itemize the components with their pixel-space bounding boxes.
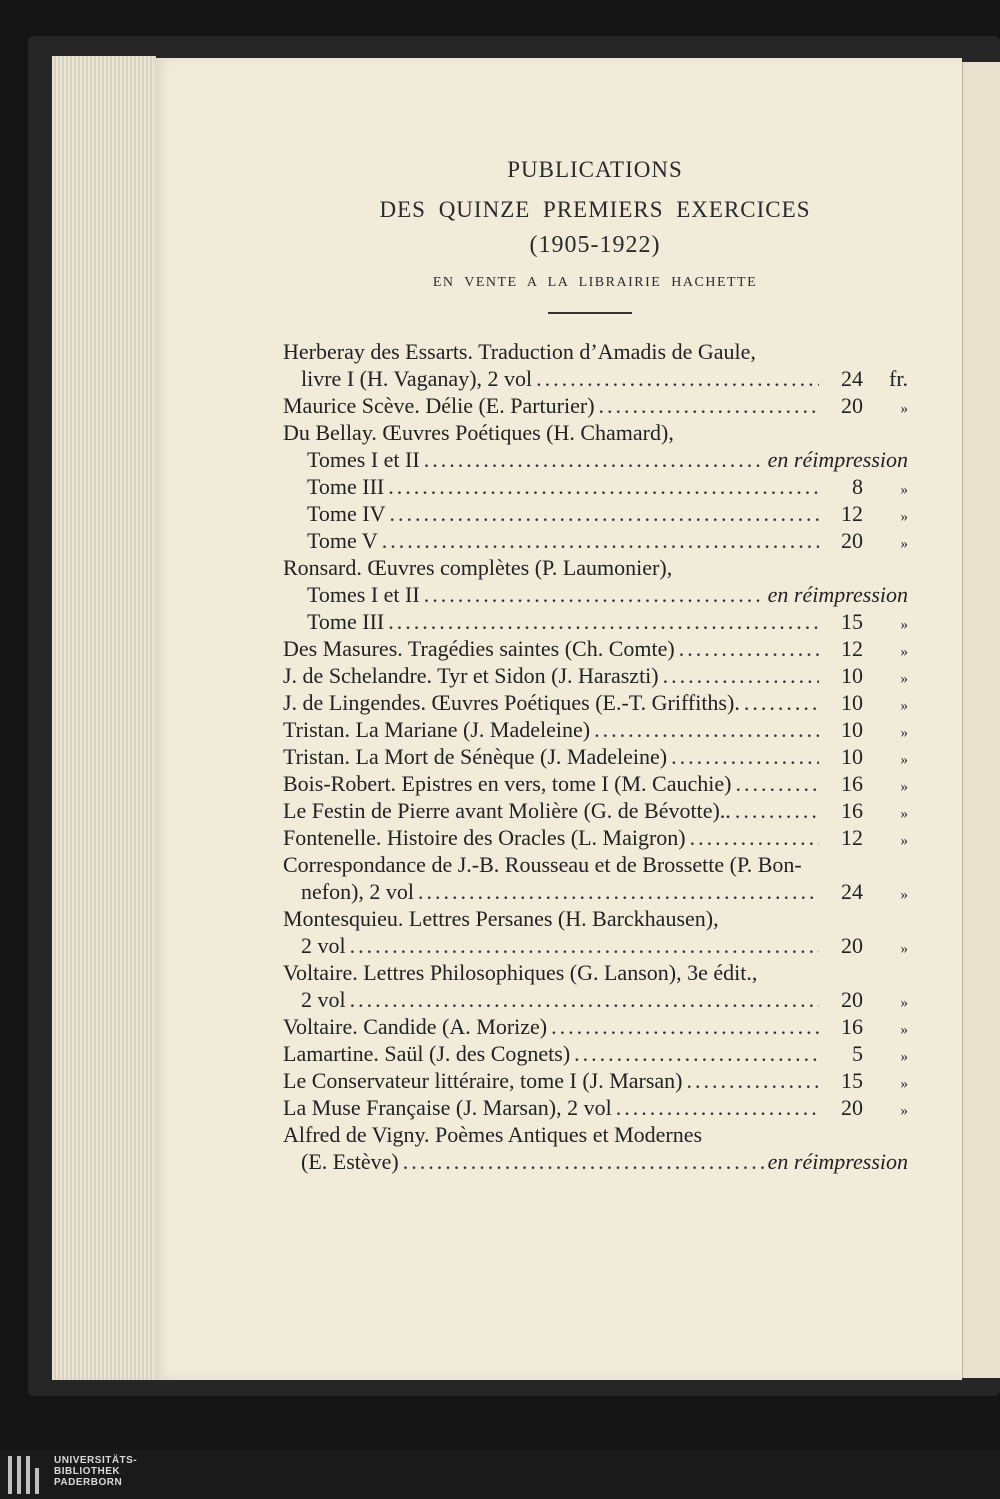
list-item: Voltaire. Candide (A. Morize) ..... 16 »: [283, 1013, 908, 1040]
list-item: Ronsard. Œuvres complètes (P. Laumonier),: [283, 555, 673, 580]
list-item: Tomes I et II ..... en réimpression: [283, 581, 908, 608]
list-item: Des Masures. Tragédies saintes (Ch. Comte) ..... 12 »: [283, 635, 908, 662]
library-logo-icon: [8, 1456, 48, 1494]
library-footer: [0, 1450, 1000, 1499]
list-item: Tristan. La Mort de Sénèque (J. Madeleine) ..... 10 »: [283, 743, 908, 770]
list-item: J. de Lingendes. Œuvres Poétiques (E.-T. Griffiths). ..... 10 »: [283, 689, 908, 716]
list-item: Le Conservateur littéraire, tome I (J. Marsan) ..... 15 »: [283, 1067, 908, 1094]
list-item: Tome IV ..... 12 »: [283, 500, 908, 527]
list-item: nefon), 2 vol ..... 24 »: [283, 878, 908, 905]
list-item: Tristan. La Mariane (J. Madeleine) ..... 10 »: [283, 716, 908, 743]
heading-publisher-note: EN VENTE A LA LIBRAIRIE HACHETTE: [432, 275, 758, 290]
publication-list: [283, 338, 908, 1175]
library-logo-text: [54, 1455, 137, 1488]
list-item: Correspondance de J.-B. Rousseau et de Brossette (P. Bon-: [283, 852, 802, 877]
list-item: Tomes I et II ..... en réimpression: [283, 446, 908, 473]
heading-years: (1905-1922): [529, 232, 661, 258]
heading-title: PUBLICATIONS: [507, 157, 683, 182]
list-item: Tome III ..... 15 »: [283, 608, 908, 635]
list-item: 2 vol ..... 20 »: [283, 986, 908, 1013]
list-item: Voltaire. Lettres Philosophiques (G. Lanson), 3e édit.,: [283, 960, 758, 985]
list-item: Maurice Scève. Délie (E. Parturier) ..... 20 »: [283, 392, 908, 419]
list-item: Herberay des Essarts. Traduction d’Amadis de Gaule,: [283, 339, 756, 364]
list-item: Le Festin de Pierre avant Molière (G. de Bévotte).. ..... 16 »: [283, 797, 908, 824]
list-item: Fontenelle. Histoire des Oracles (L. Maigron) ..... 12 »: [283, 824, 908, 851]
list-item: J. de Schelandre. Tyr et Sidon (J. Haraszti) ..... 10 »: [283, 662, 908, 689]
list-item: 2 vol ..... 20 »: [283, 932, 908, 959]
list-item: Tome V ..... 20 »: [283, 527, 908, 554]
list-item: Alfred de Vigny. Poèmes Antiques et Modernes: [283, 1122, 703, 1147]
list-item: Bois-Robert. Epistres en vers, tome I (M. Cauchie) ..... 16 »: [283, 770, 908, 797]
list-item: Montesquieu. Lettres Persanes (H. Barckhausen),: [283, 906, 719, 931]
list-item: (E. Estève) ..... en réimpression: [283, 1148, 908, 1175]
list-item: La Muse Française (J. Marsan), 2 vol ..... 20 »: [283, 1094, 908, 1121]
logo-line: UNIVERSITÄTS-: [54, 1455, 138, 1466]
list-item: Tome III ..... 8 »: [283, 473, 908, 500]
list-item: Lamartine. Saül (J. des Cognets) ..... 5 »: [283, 1040, 908, 1067]
logo-line: PADERBORN: [54, 1477, 123, 1488]
page-edges: [52, 56, 156, 1380]
list-item: livre I (H. Vaganay), 2 vol ..... 24 fr.: [283, 365, 908, 392]
heading-rule: [548, 312, 632, 314]
facing-page-edge: [962, 62, 1000, 1378]
heading-subtitle: DES QUINZE PREMIERS EXERCICES: [379, 197, 811, 222]
list-item: Du Bellay. Œuvres Poétiques (H. Chamard),: [283, 420, 674, 445]
logo-line: BIBLIOTHEK: [54, 1466, 121, 1477]
